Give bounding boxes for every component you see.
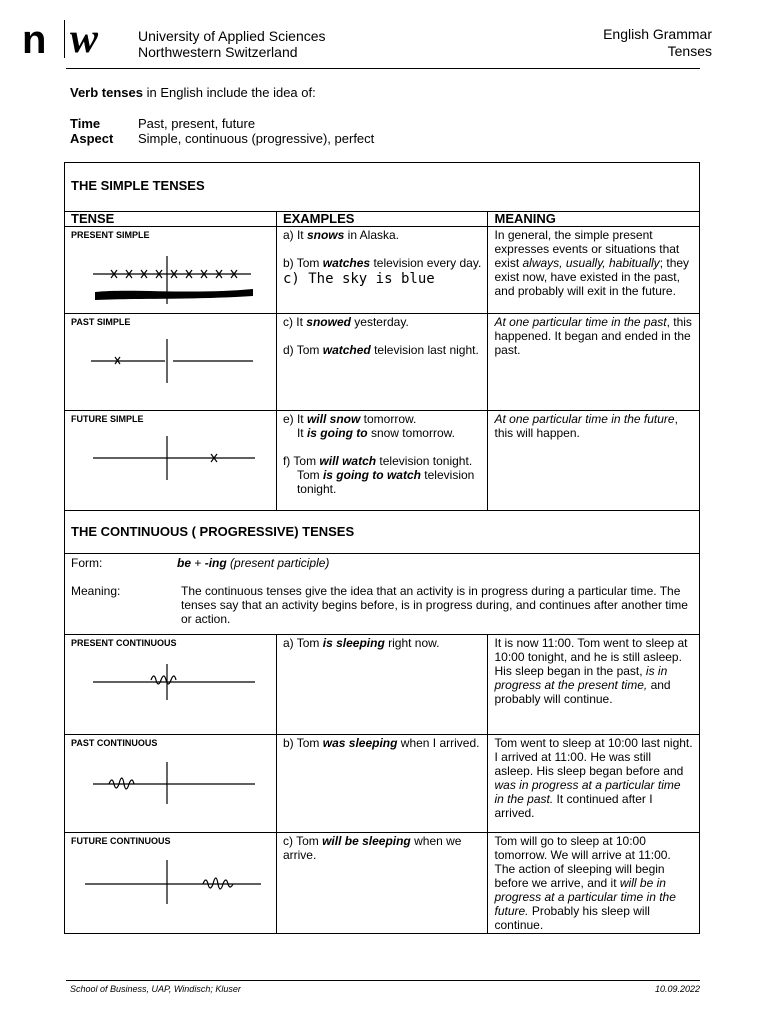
example-b: b) Tom watches television every day. [282, 256, 482, 270]
tense-cell [65, 314, 277, 411]
timeline-present-continuous-icon [71, 656, 261, 702]
aspect-value: Simple, continuous (progressive), perfect [138, 131, 375, 146]
time-value: Past, present, future [138, 116, 256, 131]
tense-cell [65, 735, 277, 833]
form-meaning-cell [65, 554, 700, 635]
footer-date: 10.09.2022 [654, 984, 700, 994]
col-tense: TENSE [65, 212, 277, 227]
row-present-simple [65, 227, 700, 314]
university-line1: University of Applied Sciences [138, 28, 326, 44]
tense-name: FUTURE CONTINUOUS [71, 836, 171, 846]
timeline-future-continuous-icon [71, 854, 261, 904]
tenses-table [64, 162, 700, 934]
meaning-cell: It is now 11:00. Tom went to sleep at 10:00 tonight, and he is still asleep. His sleep began in the past, is in progress at the present time, and probably will continue. [488, 635, 700, 735]
footer-rule [66, 980, 700, 981]
row-present-continuous [65, 635, 700, 735]
row-future-simple [65, 411, 700, 511]
example-e1: e) It will snow tomorrow. [282, 412, 417, 426]
intro-rest: in English include the idea of: [143, 85, 316, 100]
example-f2: Tom is going to watch television tonight. [296, 468, 475, 496]
examples-cell [276, 411, 488, 511]
row-form-meaning [65, 554, 700, 635]
aspect-label: Aspect [70, 131, 114, 146]
subject-title: English Grammar [603, 26, 712, 42]
university-name [138, 28, 326, 60]
col-examples: EXAMPLES [276, 212, 488, 227]
example-a: a) It snows in Alaska. [282, 228, 400, 242]
examples-cell [276, 314, 488, 411]
time-row [70, 116, 255, 131]
example-d: d) Tom watched television last night. [282, 343, 479, 357]
tense-name: PRESENT CONTINUOUS [71, 638, 177, 648]
row-future-continuous [65, 833, 700, 934]
examples-cell: c) Tom will be sleeping when we arrive. [276, 833, 488, 934]
example-c-handwritten: c) The sky is blue [282, 271, 435, 287]
tense-cell [65, 833, 277, 934]
tense-name: FUTURE SIMPLE [71, 414, 144, 424]
form-value: be + -ing (present participle) [177, 556, 330, 570]
meaning-row [71, 584, 693, 626]
meaning-cell: At one particular time in the past, this happened. It began and ended in the past. [488, 314, 700, 411]
meaning-text: The continuous tenses give the idea that an activity is in progress during a particular time. The tenses say that an activity begins before, is in progress during, and continues after another time or action. [181, 584, 688, 626]
topic-title: Tenses [667, 43, 712, 59]
col-meaning: MEANING [488, 212, 700, 227]
tense-cell [65, 411, 277, 511]
row-past-simple [65, 314, 700, 411]
timeline-past-simple-icon [71, 335, 261, 385]
form-label: Form: [71, 556, 103, 570]
example-c: c) It snowed yesterday. [282, 315, 409, 329]
meaning-cell: In general, the simple present expresses events or situations that exist always, usually, habitually; they exist now, have existed in the past, and probably will exit in the future. [488, 227, 700, 314]
tense-name: PAST SIMPLE [71, 317, 131, 327]
logo-n: n [22, 18, 46, 62]
example-e2: It is going to snow tomorrow. [296, 426, 455, 440]
footer-left: School of Business, UAP, Windisch; Kluser [70, 984, 241, 994]
timeline-present-simple-icon [71, 248, 261, 312]
aspect-row [70, 131, 374, 146]
intro-bold: Verb tenses [70, 85, 143, 100]
intro-line [70, 85, 316, 100]
logo-divider [64, 20, 65, 58]
meaning-cell: Tom will go to sleep at 10:00 tomorrow. We will arrive at 11:00. The action of sleeping will begin before we arrive, and it will be in progress at a particular time in the future. Probably his sleep will continue. [488, 833, 700, 934]
examples-cell: a) Tom is sleeping right now. [276, 635, 488, 735]
tense-cell [65, 227, 277, 314]
tense-cell [65, 635, 277, 735]
examples-cell: b) Tom was sleeping when I arrived. [276, 735, 488, 833]
row-past-continuous [65, 735, 700, 833]
section-continuous-title: THE CONTINUOUS ( PROGRESSIVE) TENSES [65, 511, 700, 554]
meaning-cell: Tom went to sleep at 10:00 last night. I arrived at 11:00. He was still asleep. His sleep began before and was in progress at a particular time in the past. It continued after I arrived. [488, 735, 700, 833]
tense-name: PAST CONTINUOUS [71, 738, 158, 748]
timeline-past-continuous-icon [71, 756, 261, 806]
document-subject [603, 26, 712, 60]
timeline-future-simple-icon [71, 432, 261, 482]
tense-name: PRESENT SIMPLE [71, 230, 150, 240]
example-f1: f) Tom will watch television tonight. [282, 454, 473, 468]
meaning-cell: At one particular time in the future, this will happen. [488, 411, 700, 511]
logo-w: w [70, 16, 99, 62]
header-rule [66, 68, 700, 69]
section-simple-title: THE SIMPLE TENSES [65, 163, 700, 212]
time-label: Time [70, 116, 101, 131]
university-line2: Northwestern Switzerland [138, 44, 298, 60]
meaning-label: Meaning: [71, 584, 121, 598]
form-row [71, 556, 693, 570]
examples-cell [276, 227, 488, 314]
